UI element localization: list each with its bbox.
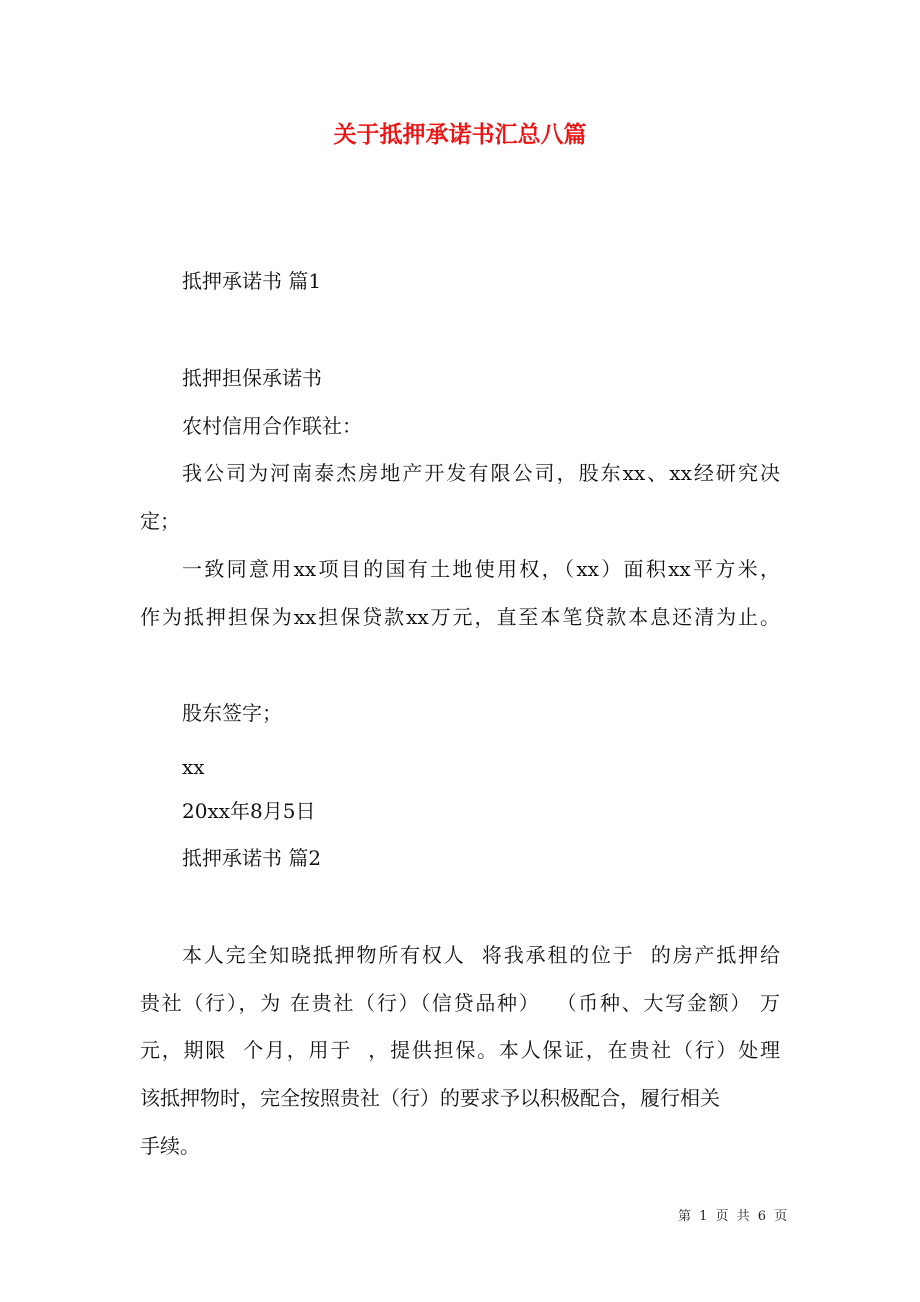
- paragraph-line: 手续。: [140, 1134, 200, 1158]
- letter-recipient: 农村信用合作联社：: [182, 414, 362, 438]
- signature-name: xx: [182, 755, 205, 779]
- paragraph-line: 一致同意用xx项目的国有土地使用权，（xx）面积xx平方米，: [182, 557, 780, 581]
- document-title: 关于抵押承诺书汇总八篇: [333, 121, 587, 148]
- paragraph-line: 本人完全知晓抵押物所有权人 将我承租的位于 的房产抵押给: [182, 943, 780, 967]
- paragraph-line: 定；: [140, 509, 180, 533]
- signature-date: 20xx年8月5日: [182, 799, 316, 823]
- paragraph-line: 元，期限 个月，用于 ，提供担保。本人保证，在贵社（行）处理: [140, 1038, 780, 1062]
- paragraph-line: 作为抵押担保为xx担保贷款xx万元，直至本笔贷款本息还清为止。: [140, 605, 780, 629]
- paragraph-line: 该抵押物时，完全按照贵社（行）的要求予以积极配合，履行相关: [140, 1086, 720, 1110]
- signature-label: 股东签字；: [182, 701, 282, 725]
- section-heading-2: 抵押承诺书 篇2: [182, 846, 322, 870]
- letter-title: 抵押担保承诺书: [182, 366, 322, 390]
- section-heading-1: 抵押承诺书 篇1: [182, 269, 322, 293]
- paragraph-line: 贵社（行），为 在贵社（行）（信贷品种） （币种、大写金额） 万: [140, 991, 780, 1015]
- page-indicator: 第 1 页 共 6 页: [678, 1209, 788, 1224]
- paragraph-line: 我公司为河南泰杰房地产开发有限公司，股东xx、xx经研究决: [182, 461, 780, 485]
